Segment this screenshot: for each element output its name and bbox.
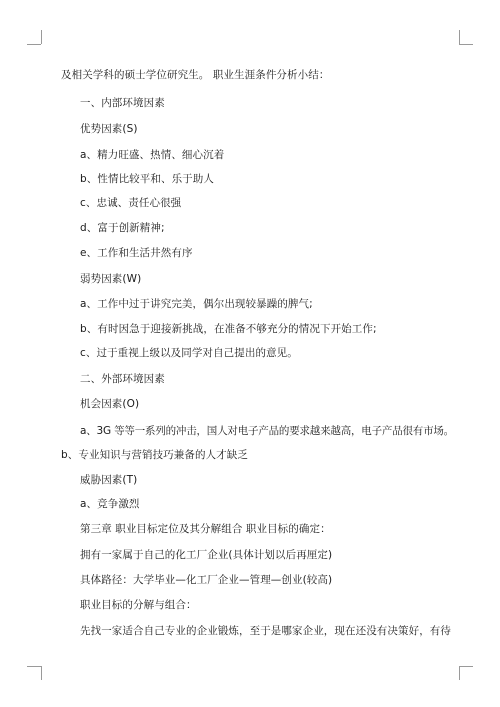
- crop-mark-bottom-left-v: [41, 666, 42, 680]
- subsection-heading: 机会因素(O): [80, 398, 140, 410]
- list-item: c、忠诚、责任心很强: [80, 197, 182, 209]
- text-line: 拥有一家属于自己的化工厂企业(具体计划以后再厘定): [80, 549, 333, 561]
- text-line: 职业目标的分解与组合：: [80, 599, 197, 611]
- crop-mark-top-left-h: [27, 44, 41, 45]
- list-item: b、专业知识与营销技巧兼备的人才缺乏: [61, 449, 248, 461]
- crop-mark-bottom-left-h: [27, 666, 41, 667]
- crop-mark-top-right-h: [459, 44, 473, 45]
- list-item: c、过于重视上级以及同学对自己提出的意见。: [80, 347, 298, 359]
- section-heading: 二、外部环境因素: [80, 373, 165, 385]
- list-item: a、工作中过于讲究完美，偶尔出现较暴躁的脾气;: [80, 298, 313, 310]
- crop-mark-bottom-right-h: [459, 666, 473, 667]
- list-item: e、工作和生活井然有序: [80, 247, 193, 259]
- crop-mark-top-right-v: [459, 30, 460, 44]
- subsection-heading: 弱势因素(W): [80, 273, 142, 285]
- subsection-heading: 优势因素(S): [80, 123, 138, 135]
- list-item: a、3G 等等一系列的冲击，国人对电子产品的要求越来越高，电子产品很有市场。: [80, 425, 454, 437]
- list-item: a、精力旺盛、热情、细心沉着: [80, 149, 225, 161]
- list-item: d、富于创新精神;: [80, 222, 165, 234]
- list-item: b、有时因急于迎接新挑战，在准备不够充分的情况下开始工作;: [80, 323, 377, 335]
- text-line: 具体路径：大学毕业—化工厂企业—管理—创业(较高): [80, 574, 333, 586]
- chapter-heading: 第三章 职业目标定位及其分解组合 职业目标的确定：: [80, 523, 331, 535]
- subsection-heading: 威胁因素(T): [80, 474, 138, 486]
- list-item: a、竞争激烈: [80, 498, 140, 510]
- text-line: 及相关学科的硕士学位研究生。 职业生涯条件分析小结：: [61, 69, 330, 81]
- crop-mark-bottom-right-v: [459, 666, 460, 680]
- text-line: 先找一家适合自己专业的企业锻炼，至于是哪家企业，现在还没有决策好，有待: [80, 625, 451, 637]
- section-heading: 一、内部环境因素: [80, 97, 165, 109]
- list-item: b、性情比较平和、乐于助人: [80, 173, 214, 185]
- crop-mark-top-left-v: [41, 30, 42, 44]
